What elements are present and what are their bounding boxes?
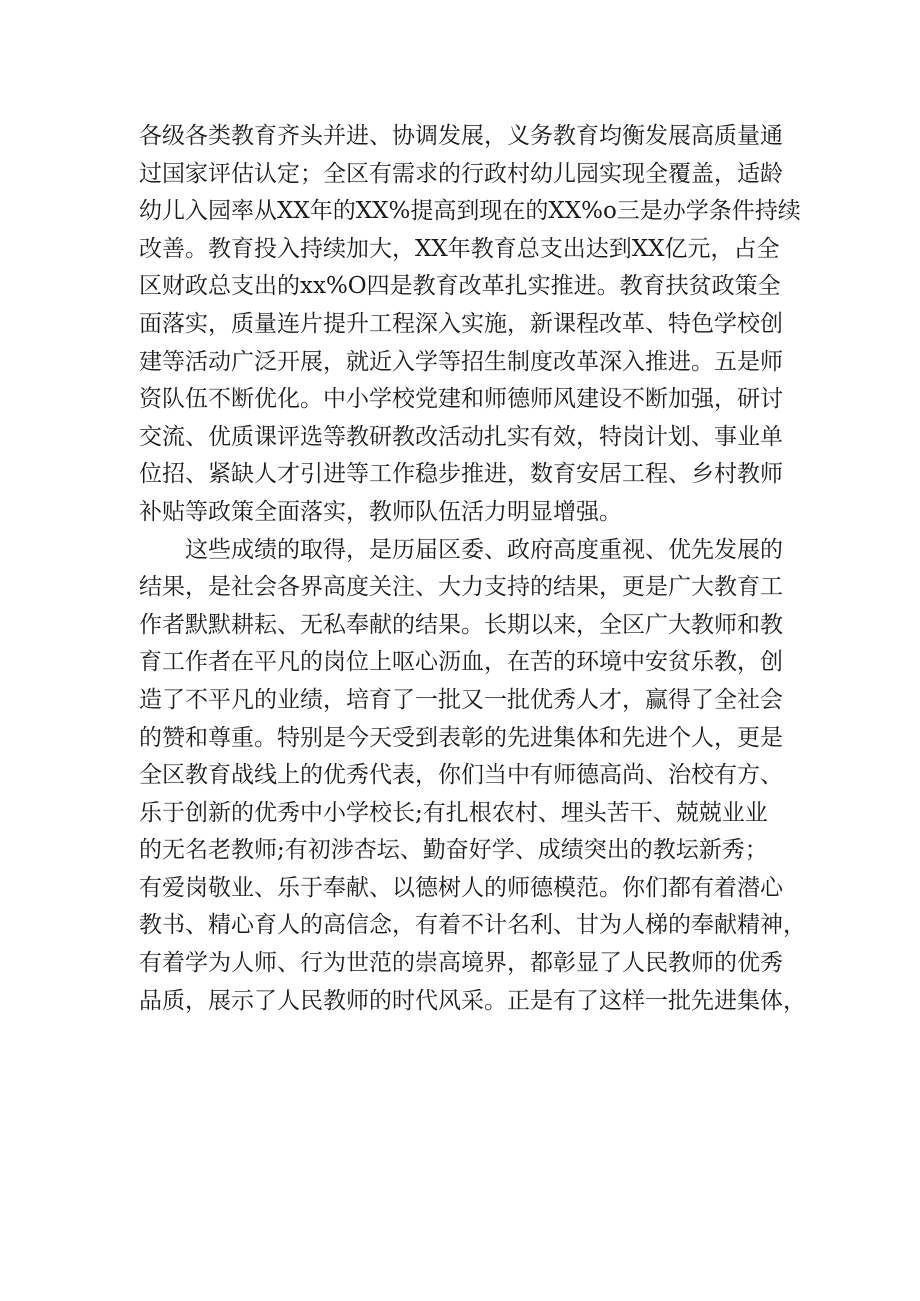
text-line-16: 造了不平凡的业绩，培育了一批又一批优秀人才，赢得了全社会 bbox=[139, 686, 783, 713]
paragraph-2-first-line: 这些成绩的取得，是历届区委、政府高度重视、优先发展的 bbox=[185, 536, 783, 563]
text-line-21: 有爱岗敬业、乐于奉献、以德树人的师德模范。你们都有着潜心 bbox=[139, 874, 783, 901]
text-line-14: 作者默默耕耘、无私奉献的结果。长期以来，全区广大教师和教 bbox=[139, 611, 783, 638]
text-line-1: 各级各类教育齐头并进、协调发展，义务教育均衡发展高质量通 bbox=[139, 123, 783, 149]
text-line-5: 区财政总支出的xx%O四是教育改革扎实推进。教育扶贫政策全 bbox=[139, 273, 781, 300]
body-text bbox=[139, 118, 806, 1020]
text-line-20: 的无名老教师;有初涉杏坛、勤奋好学、成绩突出的教坛新秀； bbox=[139, 837, 768, 864]
text-line-3: 幼儿入园率从XX年的XX%提高到现在的XX%o三是办学条件持续 bbox=[139, 198, 801, 225]
text-line-4: 改善。教育投入持续加大，XX年教育总支出达到XX亿元，占全 bbox=[139, 235, 780, 262]
text-line-24: 品质，展示了人民教师的时代风采。正是有了这样一批先进集体， bbox=[139, 987, 806, 1014]
text-line-2: 过国家评估认定；全区有需求的行政村幼儿园实现全覆盖，适龄 bbox=[139, 160, 783, 187]
text-line-18: 全区教育战线上的优秀代表，你们当中有师德高尚、治校有方、 bbox=[139, 762, 783, 789]
text-line-13: 结果，是社会各界高度关注、大力支持的结果，更是广大教育工 bbox=[139, 574, 783, 601]
text-line-11: 补贴等政策全面落实，教师队伍活力明显增强。 bbox=[139, 498, 622, 525]
text-line-23: 有着学为人师、行为世范的崇高境界，都彰显了人民教师的优秀 bbox=[139, 950, 783, 977]
text-line-10: 位招、紧缺人才引进等工作稳步推进，数育安居工程、乡村教师 bbox=[139, 461, 783, 488]
text-line-6: 面落实，质量连片提升工程深入实施，新课程改革、特色学校创 bbox=[139, 310, 783, 337]
text-line-22: 教书、精心育人的高信念，有着不计名利、甘为人梯的奉献精神， bbox=[139, 912, 806, 939]
text-line-15: 育工作者在平凡的岗位上呕心沥血，在苦的环境中安贫乐教，创 bbox=[139, 649, 783, 676]
text-line-8: 资队伍不断优化。中小学校党建和师德师风建设不断加强，研讨 bbox=[139, 386, 783, 413]
text-line-9: 交流、优质课评选等教研教改活动扎实有效，特岗计划、事业单 bbox=[139, 423, 783, 450]
text-line-7: 建等活动广泛开展，就近入学等招生制度改革深入推进。五是师 bbox=[139, 348, 783, 375]
text-line-17: 的赞和尊重。特别是今天受到表彰的先进集体和先进个人，更是 bbox=[139, 724, 783, 751]
text-line-19: 乐于创新的优秀中小学校长;有扎根农村、埋头苦干、兢兢业业 bbox=[139, 799, 768, 826]
